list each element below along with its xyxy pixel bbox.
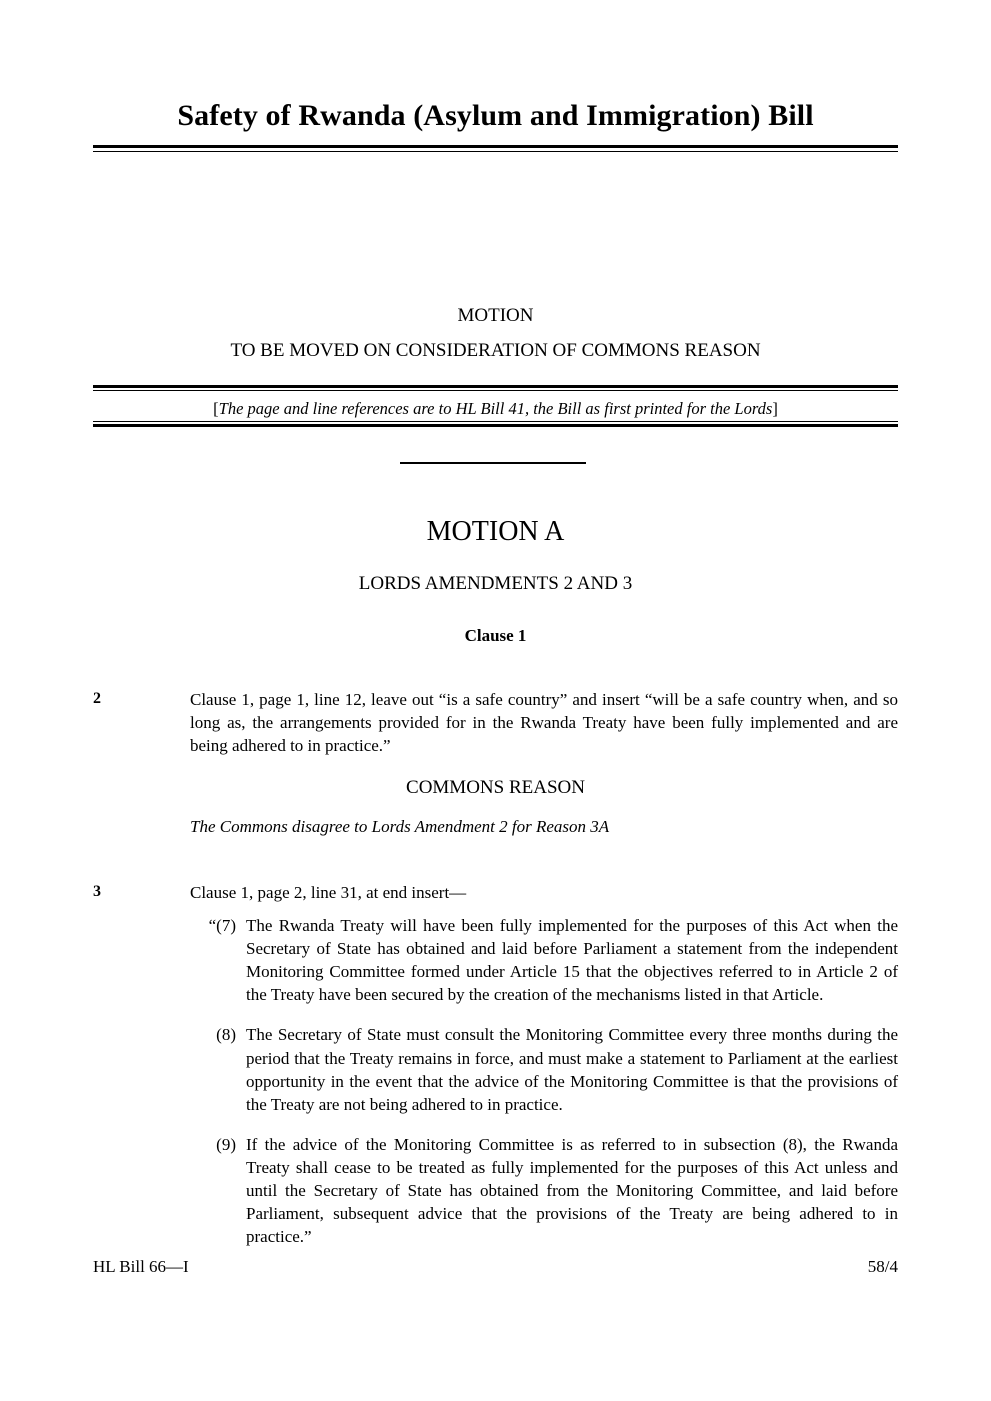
- amendment-text: Clause 1, page 2, line 31, at end insert—: [190, 883, 467, 902]
- subsection-item: [190, 1133, 898, 1249]
- note-top-rules: [93, 385, 898, 391]
- subsection-label: (8): [216, 1025, 236, 1045]
- subsection-text: If the advice of the Monitoring Committee is as referred to in subsection (8), the Rwanda Treaty shall cease to be treated as fully implemented for the purposes of this Act unless and until the Secretary of State has obtained from the Monitoring Committee, and laid before Parliament, subsequent advice that the provisions of the Treaty are being adhered to in practice.”: [246, 1134, 898, 1247]
- footer-bill-reference: HL Bill 66—I: [93, 1257, 189, 1276]
- subsection-label: “(7): [208, 916, 236, 935]
- title-divider-rules: [93, 145, 898, 152]
- commons-reason-text: The Commons disagree to Lords Amendment 2 for Reason 3A: [190, 817, 610, 836]
- subsection-item: [190, 914, 898, 1006]
- reference-note: [93, 398, 898, 419]
- inserted-subsections: [190, 914, 898, 1248]
- note-italic-text: The page and line references are to HL Bill 41, the Bill as first printed for the Lords: [218, 399, 773, 418]
- footer-page-reference: 58/4: [867, 1257, 898, 1276]
- motion-label: MOTION: [457, 305, 534, 326]
- page-footer: [93, 1257, 898, 1277]
- subsection-text: The Rwanda Treaty will have been fully implemented for the purposes of this Act when the Secretary of State has obtained and laid before Parliament a statement from the independent Monitoring Committee formed under Article 15 that the objectives referred to in Article 2 of the Treaty have been secured by the creation of the mechanisms listed in that Article.: [246, 916, 898, 1005]
- commons-reason-heading: COMMONS REASON: [406, 777, 585, 798]
- page-title: Safety of Rwanda (Asylum and Immigration) Bill: [177, 99, 814, 132]
- note-close-bracket: ]: [772, 399, 778, 418]
- amendment-text: Clause 1, page 1, line 12, leave out “is a safe country” and insert “will be a safe country when, and so long as, the arrangements provided for in the Rwanda Treaty have been fully implemented and are being adhered to in practice.”: [190, 690, 898, 756]
- note-rule-thin: [93, 390, 898, 391]
- motion-subtitle: TO BE MOVED ON CONSIDERATION OF COMMONS REASON: [230, 340, 761, 361]
- subsection-item: [190, 1023, 898, 1115]
- amendment-number: 2: [93, 690, 101, 707]
- motion-a-heading: MOTION A: [426, 516, 565, 547]
- note-bottom-rule-thick: [93, 424, 898, 427]
- amendment-block-2: [93, 688, 898, 757]
- note-bottom-rules: [93, 421, 898, 427]
- subsection-text: The Secretary of State must consult the Monitoring Committee every three months during the period that the Treaty remains in force, and must make a statement to Parliament at the earliest opportunity in the event that the advice of the Monitoring Committee is that the provisions of the Treaty are not being adhered to in practice.: [246, 1025, 898, 1114]
- clause-heading: Clause 1: [464, 626, 527, 645]
- amendment-number: 3: [93, 883, 101, 900]
- title-rule-thin: [93, 151, 898, 152]
- lords-amendments-heading: LORDS AMENDMENTS 2 AND 3: [358, 573, 633, 594]
- subsection-label: (9): [216, 1134, 236, 1154]
- amendment-block-3: [93, 881, 898, 904]
- section-divider-rule: [400, 462, 586, 464]
- note-open-bracket: [: [213, 399, 219, 418]
